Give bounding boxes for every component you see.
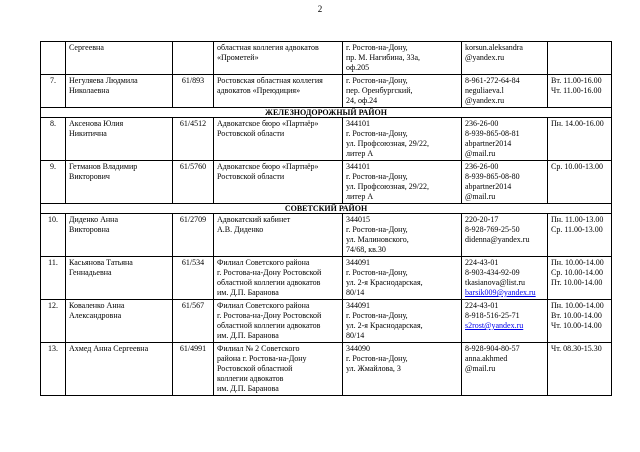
address-line: 344015 (346, 215, 370, 224)
organization (214, 214, 343, 257)
lawyer-name (66, 257, 173, 300)
contact-line: 8-939-865-08-80 (465, 172, 520, 181)
org-line: адвокатов «Преюдиция» (217, 86, 301, 95)
contact-line: korsun.aleksandra (465, 43, 523, 52)
org-line: Адвокатский кабинет (217, 215, 291, 224)
reception-hours (548, 300, 612, 343)
org-line: областной коллегии адвокатов (217, 278, 321, 287)
reception-hours (548, 343, 612, 396)
hours-line: Пн. 14.00-16.00 (551, 119, 604, 128)
org-line: Филиал Советского района (217, 301, 310, 310)
org-line: Адвокатское бюро «Партнёр» (217, 119, 319, 128)
table-row (41, 118, 612, 161)
name-line: Аксенова Юлия (69, 119, 124, 128)
org-line: коллегии адвокатов (217, 374, 284, 383)
org-line: им. Д.П. Баранова (217, 288, 279, 297)
contact-line: @yandex.ru (465, 96, 505, 105)
lawyer-name (66, 75, 173, 108)
page-number: 2 (317, 4, 323, 14)
org-line: им. Д.П. Баранова (217, 331, 279, 340)
address-line: г. Ростов-на-Дону, (346, 354, 408, 363)
registry-number: 61/534 (173, 257, 214, 300)
lawyer-name (66, 118, 173, 161)
address-line: 344090 (346, 344, 370, 353)
contacts (462, 214, 548, 257)
contacts (462, 257, 548, 300)
contact-line: @yandex.ru (465, 53, 505, 62)
contact-line: @mail.ru (465, 364, 496, 373)
organization (214, 75, 343, 108)
address-line: г. Ростов-на-Дону, (346, 76, 408, 85)
address-line: 80/14 (346, 288, 365, 297)
address-line: г. Ростов-на-Дону, (346, 311, 408, 320)
contacts (462, 118, 548, 161)
email-link[interactable]: barsik009@yandex.ru (465, 288, 536, 297)
table-row (41, 300, 612, 343)
district-title: СОВЕТСКИЙ РАЙОН (41, 204, 612, 214)
contact-line: 8-928-769-25-50 (465, 225, 520, 234)
contacts (462, 161, 548, 204)
address (343, 118, 462, 161)
address (343, 257, 462, 300)
table-row (41, 257, 612, 300)
row-number: 11. (41, 257, 66, 300)
registry-number: 61/567 (173, 300, 214, 343)
org-line: Филиал № 2 Советского (217, 344, 300, 353)
address-line: пр. М. Нагибина, 33а, (346, 53, 421, 62)
address-line: оф.205 (346, 63, 370, 72)
contact-line: @mail.ru (465, 192, 496, 201)
name-line: Касьянова Татьяна (69, 258, 133, 267)
contact-line: anna.akhmed (465, 354, 508, 363)
reception-hours (548, 214, 612, 257)
contact-line: 8-928-904-80-57 (465, 344, 520, 353)
lawyer-name (66, 161, 173, 204)
org-line: г. Ростова-на-Дону Ростовской (217, 268, 322, 277)
hours-line: Пн. 10.00-14.00 (551, 258, 604, 267)
organization (214, 343, 343, 396)
hours-line: Ср. 11.00-13.00 (551, 225, 603, 234)
reception-hours (548, 118, 612, 161)
address-line: 344091 (346, 258, 370, 267)
row-number: 13. (41, 343, 66, 396)
hours-line: Вт. 11.00-16.00 (551, 76, 602, 85)
address-line: ул. 2-я Краснодарская, (346, 321, 423, 330)
address-line: г. Ростов-на-Дону, (346, 172, 408, 181)
address-line: пер. Оренбургский, (346, 86, 413, 95)
org-line: Адвокатское бюро «Партнёр» (217, 162, 319, 171)
org-line: Ростовская областная коллегия (217, 76, 323, 85)
reception-hours (548, 257, 612, 300)
registry-number: 61/2709 (173, 214, 214, 257)
address (343, 343, 462, 396)
table-row (41, 161, 612, 204)
lawyer-name (66, 343, 173, 396)
contact-line: didenna@yandex.ru (465, 235, 530, 244)
address-line: ул. Профсоюзная, 29/22, (346, 182, 430, 191)
hours-line: Чт. 08.30-15.30 (551, 344, 602, 353)
address-line: г. Ростов-на-Дону, (346, 225, 408, 234)
contacts (462, 75, 548, 108)
contact-line: 236-26-00 (465, 119, 499, 128)
lawyer-name (66, 42, 173, 75)
address-line: 74/68, кв.30 (346, 245, 386, 254)
address (343, 161, 462, 204)
contact-line: @mail.ru (465, 149, 496, 158)
contact-line: 8-918-516-25-71 (465, 311, 520, 320)
address-line: ул. Профсоюзная, 29/22, (346, 139, 430, 148)
hours-line: Пн. 10.00-14.00 (551, 301, 604, 310)
hours-line: Чт. 10.00-14.00 (551, 321, 602, 330)
lawyer-name (66, 214, 173, 257)
contact-line: 220-20-17 (465, 215, 499, 224)
registry-number: 61/893 (173, 75, 214, 108)
address-line: г. Ростов-на-Дону, (346, 268, 408, 277)
organization (214, 118, 343, 161)
address (343, 42, 462, 75)
row-number: 8. (41, 118, 66, 161)
address-line: ул. 2-я Краснодарская, (346, 278, 423, 287)
table-row (41, 75, 612, 108)
hours-line: Ср. 10.00-14.00 (551, 268, 603, 277)
address-line: ул. Жмайлова, 3 (346, 364, 401, 373)
name-line: Никитична (69, 129, 107, 138)
contacts (462, 343, 548, 396)
hours-line: Чт. 11.00-16.00 (551, 86, 602, 95)
contact-line: neguliaeva.l (465, 86, 504, 95)
address-line: г. Ростов-на-Дону, (346, 129, 408, 138)
address-line: г. Ростов-на-Дону, (346, 43, 408, 52)
lawyers-table (40, 41, 612, 396)
address-line: ул. Малиновского, (346, 235, 409, 244)
table-row (41, 214, 612, 257)
hours-line: Вт. 10.00-14.00 (551, 311, 602, 320)
contacts (462, 42, 548, 75)
contact-line: 224-43-01 (465, 301, 499, 310)
address-line: 344101 (346, 162, 370, 171)
contact-line: abpartner2014 (465, 139, 512, 148)
organization (214, 300, 343, 343)
org-line: им. Д.П. Баранова (217, 384, 279, 393)
org-line: областной коллегии адвокатов (217, 321, 321, 330)
contact-line: 236-26-00 (465, 162, 499, 171)
registry-number (173, 42, 214, 75)
contact-line: 8-939-865-08-81 (465, 129, 520, 138)
row-number: 12. (41, 300, 66, 343)
contact-line: 8-903-434-92-09 (465, 268, 520, 277)
table-row (41, 42, 612, 75)
name-line: Геннадьевна (69, 268, 112, 277)
organization (214, 161, 343, 204)
row-number: 7. (41, 75, 66, 108)
address (343, 300, 462, 343)
address (343, 75, 462, 108)
org-line: областная коллегия адвокатов (217, 43, 319, 52)
email-link[interactable]: s2rost@yandex.ru (465, 321, 524, 330)
org-line: Ростовской областной (217, 364, 293, 373)
name-line: Диденко Анна (69, 215, 119, 224)
org-line: Филиал Советского района (217, 258, 310, 267)
org-line: района г. Ростова-на-Дону (217, 354, 307, 363)
hours-line: Пт. 10.00-14.00 (551, 278, 603, 287)
reception-hours (548, 161, 612, 204)
name-line: Сергеевна (69, 43, 104, 52)
reception-hours (548, 75, 612, 108)
contact-line: 224-43-01 (465, 258, 499, 267)
address (343, 214, 462, 257)
district-header-row (41, 108, 612, 118)
org-line: Ростовской области (217, 129, 285, 138)
org-line: А.В. Диденко (217, 225, 264, 234)
organization (214, 42, 343, 75)
registry-number: 61/4991 (173, 343, 214, 396)
name-line: Александровна (69, 311, 122, 320)
lawyer-name (66, 300, 173, 343)
row-number: 10. (41, 214, 66, 257)
name-line: Николаевна (69, 86, 110, 95)
reception-hours (548, 42, 612, 75)
org-line: «Прометей» (217, 53, 259, 62)
name-line: Викторович (69, 172, 110, 181)
registry-number: 61/4512 (173, 118, 214, 161)
address-line: литер А (346, 149, 374, 158)
table-body (41, 42, 612, 396)
address-line: литер А (346, 192, 374, 201)
contacts (462, 300, 548, 343)
name-line: Коваленко Анна (69, 301, 125, 310)
org-line: Ростовской области (217, 172, 285, 181)
name-line: Негуляева Людмила (69, 76, 138, 85)
name-line: Ахмед Анна Сергеевна (69, 344, 149, 353)
name-line: Викторовна (69, 225, 110, 234)
address-line: 344091 (346, 301, 370, 310)
contact-line: abpartner2014 (465, 182, 512, 191)
name-line: Гетманов Владимир (69, 162, 138, 171)
hours-line: Ср. 10.00-13.00 (551, 162, 603, 171)
contact-line: tkasianova@list.ru (465, 278, 526, 287)
district-title: ЖЕЛЕЗНОДОРОЖНЫЙ РАЙОН (41, 108, 612, 118)
org-line: г. Ростова-на-Дону Ростовской (217, 311, 322, 320)
row-number: 9. (41, 161, 66, 204)
district-header-row (41, 204, 612, 214)
registry-number: 61/5760 (173, 161, 214, 204)
organization (214, 257, 343, 300)
hours-line: Пн. 11.00-13.00 (551, 215, 604, 224)
address-line: 24, оф.24 (346, 96, 378, 105)
address-line: 344101 (346, 119, 370, 128)
address-line: 80/14 (346, 331, 365, 340)
table-row (41, 343, 612, 396)
row-number (41, 42, 66, 75)
contact-line: 8-961-272-64-84 (465, 76, 520, 85)
